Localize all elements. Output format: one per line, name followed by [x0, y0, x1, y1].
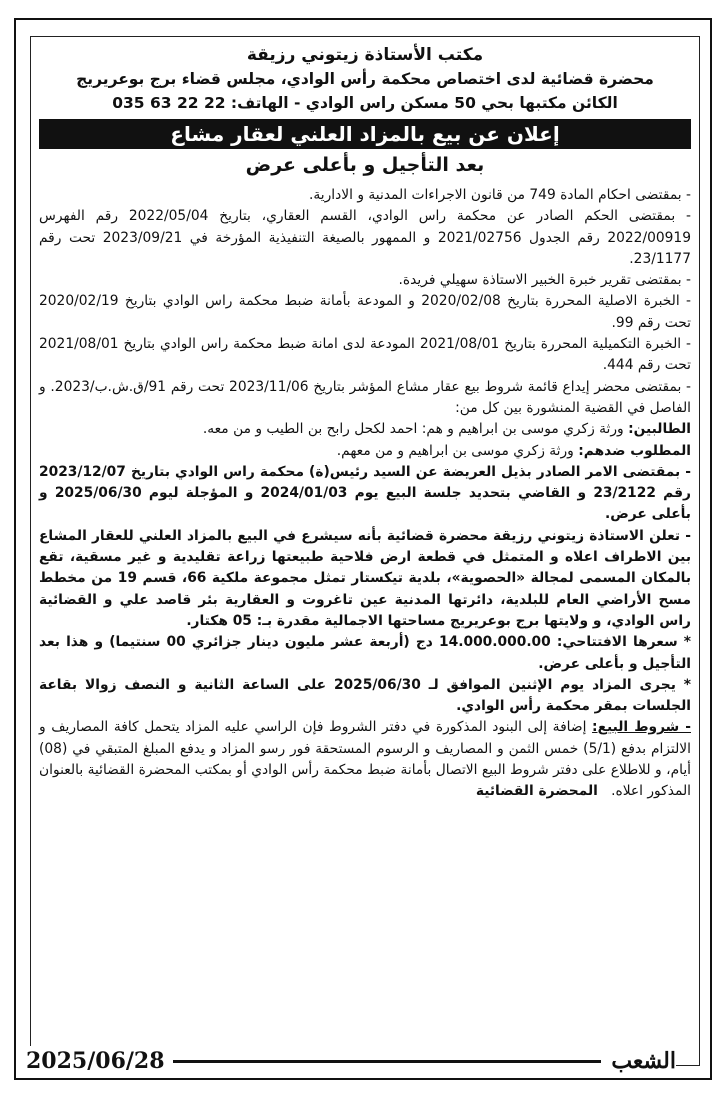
plaintiffs-text: ورثة زكري موسى بن ابراهيم و هم: احمد لكحل رابح بن الطيب و من معه. — [202, 421, 629, 438]
paragraph-conditions-deposit: - بمقتضى محضر إيداع قائمة شروط بيع عقار مشاع المؤشر بتاريخ 2023/11/06 تحت رقم 91/ق.ش.ب/2023. و الفاصل في القضية المنشورة بين كل من: — [39, 378, 692, 416]
announcement-title: إعلان عن بيع بالمزاد العلني لعقار مشاع — [39, 119, 691, 149]
paragraph-defendants — [39, 441, 691, 462]
office-header — [31, 37, 699, 115]
paragraph-judgment: - بمقتضى الحكم الصادر عن محكمة راس الوادي، القسم العقاري، بتاريخ 2022/05/04 رقم الفهرس 2022/00919 رقم الجدول 2021/02756 و الممهور بالصيغة التنفيذية المؤرخة في 2023/09/21 تحت رقم 23/1177. — [39, 208, 691, 267]
paragraph-plaintiffs — [39, 419, 691, 440]
paragraph-legal-basis: - بمقتضى احكام المادة 749 من قانون الاجراءات المدنية و الادارية. — [309, 187, 691, 203]
announcement-body — [31, 181, 699, 803]
defendants-label: المطلوب ضدهم: — [578, 442, 691, 459]
paragraph-opening-price: * سعرها الافتتاحي: 14.000.000.00 دج (أربعة عشر مليون دينار جزائري 00 سنتيما) و هذا بعد التأجيل و بأعلى عرض. — [39, 634, 691, 672]
paragraph-supplementary-expertise: - الخبرة التكميلية المحررة بتاريخ 2021/08/01 المودعة لدى امانة ضبط محكمة راس الوادي بتاريخ 2021/08/01 تحت رقم 444. — [39, 336, 692, 374]
newspaper-footer — [26, 1046, 676, 1076]
paragraph-expert-report: - بمقتضى تقرير خبرة الخبير الاستاذة سهيلي فريدة. — [398, 272, 691, 289]
plaintiffs-label: الطالبين: — [628, 421, 691, 438]
defendants-text: ورثة زكري موسى بن ابراهيم و من معهم. — [336, 442, 579, 459]
paragraph-court-order: - بمقتضى الامر الصادر بذيل العريضة عن السيد رئيس(ة) محكمة راس الوادي بتاريخ 2023/12/07 رقم 23/2122 و القاضي بتحديد جلسة البيع يوم 2024/01/03 و المؤجلة ليوم 2025/06/30 و بأعلى عرض. — [39, 463, 691, 523]
sale-conditions-label: - شروط البيع: — [592, 719, 691, 736]
announcement-frame — [30, 36, 700, 1066]
newspaper-name: الشعب — [611, 1048, 676, 1074]
footer-rule — [173, 1060, 602, 1063]
bailiff-signature: المحضرة القضائية — [475, 783, 598, 800]
paragraph-sale-conditions — [39, 717, 691, 802]
publication-date: 2025/06/28 — [26, 1048, 165, 1074]
paragraph-original-expertise: - الخبرة الاصلية المحررة بتاريخ 2020/02/08 و المودعة بأمانة ضبط محكمة راس الوادي بتاريخ 2020/02/19 تحت رقم 99. — [39, 293, 691, 331]
paragraph-property-description: - تعلن الاستاذة زيتوني رزيقة محضرة قضائية بأنه سيشرع في البيع بالمزاد العلني للعقار المشاع بين الاطراف اعلاه و المتمثل في قطعة ارض فلاحية طبيعتها زراعة تقليدية و غير مسقية، تقع بالمكان المسمى لمجالة «الحصوية»، بلدية تيكستار تمثل مجموعة ملكية 66، قسم 19 من مخطط مسح الأراضي العام للبلدية، دائرتها المدنية عين تاغروت و العقارية بئر قاصد علي و القضائية راس الوادي، و ولايتها برج بوعريريج مساحتها الاجمالية مقدرة بـ: 05 هكتار. — [39, 527, 691, 629]
sale-conditions-text: إضافة إلى البنود المذكورة في دفتر الشروط فإن الراسي عليه المزاد يتحمل كافة المصاريف و الالتزام بدفع (5/1) خمس الثمن و المصاريف و الرسوم المستحقة فور رسو المزاد و يدفع المبلغ المتبقي في (08) أيام، و للاطلاع على دفتر شروط البيع الاتصال بأمانة ضبط محكمة رأس الوادي أو بمكتب المحضرة القضائية بالعنوان المذكور اعلاه. — [39, 719, 692, 800]
office-name: مكتب الأستاذة زيتوني رزيقة — [246, 45, 484, 65]
office-jurisdiction: محضرة قضائية لدى اختصاص محكمة رأس الوادي، مجلس قضاء برج بوعريريج — [76, 70, 654, 88]
paragraph-auction-date: * يجرى المزاد يوم الإثنين الموافق لـ 2025/06/30 على الساعة الثانية و النصف زوالا بقاعة الجلسات بمقر محكمة رأس الوادي. — [39, 676, 691, 715]
announcement-subtitle: بعد التأجيل و بأعلى عرض — [245, 154, 485, 176]
announcement-page — [14, 18, 712, 1080]
office-address: الكائن مكتبها بحي 50 مسكن راس الوادي - الهاتف: 22 22 63 035 — [112, 94, 618, 112]
